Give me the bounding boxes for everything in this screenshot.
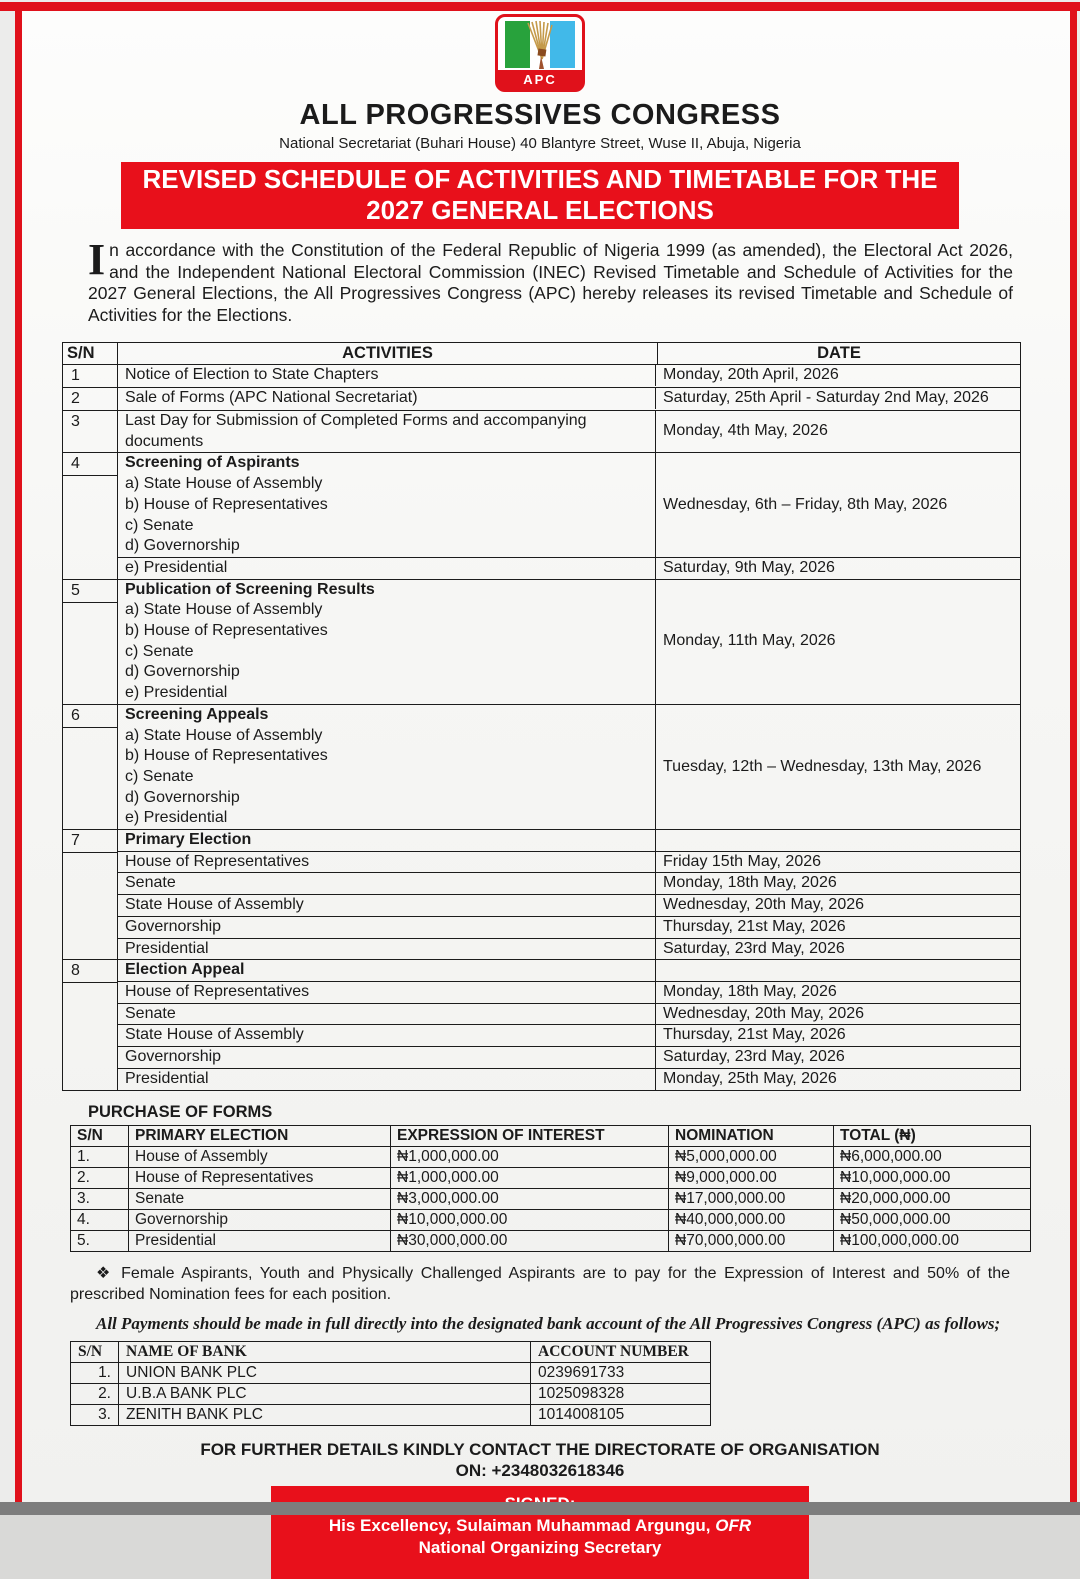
schedule-date-cell [656, 411, 1020, 452]
schedule-block [118, 388, 1020, 409]
purchase-cell: ₦30,000,000.00 [391, 1230, 669, 1251]
schedule-activity-item: Senate [125, 874, 176, 892]
schedule-header-activities: ACTIVITIES [118, 343, 658, 365]
schedule-activity-cell [118, 873, 656, 894]
bank-header-cell: NAME OF BANK [119, 1341, 531, 1362]
schedule-block [118, 411, 1020, 452]
schedule-date-cell [656, 917, 1020, 938]
schedule-date-cell [656, 830, 1020, 851]
schedule-table [62, 342, 1021, 1091]
schedule-activity-item: Notice of Election to State Chapters [125, 366, 379, 383]
schedule-date-text: Monday, 25th May, 2026 [663, 1069, 837, 1087]
schedule-date-text: Wednesday, 20th May, 2026 [663, 1004, 865, 1022]
schedule-group-cell [118, 960, 1021, 1090]
purchase-row [71, 1209, 1031, 1230]
schedule-block [118, 1024, 1020, 1046]
schedule-group-cell [118, 388, 1021, 411]
schedule-block [118, 894, 1020, 916]
purchase-header-cell: TOTAL (₦) [834, 1125, 1031, 1146]
bottom-gray-bar [0, 1502, 1080, 1515]
schedule-activity-cell [118, 939, 656, 960]
schedule-activity-item: Sale of Forms (APC National Secretariat) [125, 389, 418, 406]
purchase-header-cell: EXPRESSION OF INTEREST [391, 1125, 669, 1146]
schedule-activity-cell [118, 852, 656, 873]
bank-sn-cell: 2. [71, 1383, 119, 1404]
schedule-activity-cell [118, 960, 656, 981]
schedule-sn-cell [63, 453, 118, 579]
schedule-activity-cell [118, 917, 656, 938]
purchase-cell: House of Representatives [129, 1167, 391, 1188]
schedule-block [118, 938, 1020, 960]
bank-row [71, 1404, 711, 1425]
schedule-activity-title: Screening of Aspirants [125, 454, 300, 472]
schedule-block [118, 1003, 1020, 1025]
purchase-cell: 4. [71, 1209, 129, 1230]
schedule-date-text: Saturday, 23rd May, 2026 [663, 939, 845, 957]
schedule-sn-number: 4 [63, 453, 117, 476]
schedule-header-date: DATE [658, 343, 1021, 365]
purchase-cell: ₦5,000,000.00 [669, 1146, 834, 1167]
schedule-group-cell [118, 830, 1021, 960]
schedule-sn-cell [63, 579, 118, 704]
schedule-date-text: Thursday, 21st May, 2026 [663, 1026, 846, 1044]
schedule-date-text: Saturday, 9th May, 2026 [663, 558, 835, 576]
schedule-group-row [63, 579, 1021, 704]
apc-logo [495, 14, 585, 92]
diamond-bullet-icon: ❖ [96, 1264, 114, 1282]
purchase-of-forms-table [70, 1125, 1031, 1252]
purchase-cell: ₦9,000,000.00 [669, 1167, 834, 1188]
schedule-activity-title: Primary Election [125, 831, 252, 849]
schedule-date-cell [656, 705, 1020, 829]
schedule-activity-item: d) Governorship [125, 788, 240, 806]
signed-name-line: His Excellency, Sulaiman Muhammad Argungu, OFR [328, 1515, 752, 1535]
schedule-block [118, 580, 1020, 704]
schedule-activity-item: Presidential [125, 1069, 209, 1087]
schedule-date-cell [656, 939, 1020, 960]
purchase-header-cell: PRIMARY ELECTION [129, 1125, 391, 1146]
schedule-date-cell [656, 895, 1020, 916]
schedule-group-cell [118, 704, 1021, 829]
schedule-activity-item: e) Presidential [125, 558, 228, 576]
purchase-cell: ₦40,000,000.00 [669, 1209, 834, 1230]
signed-title: National Organizing Secretary [418, 1537, 662, 1557]
schedule-group-cell [118, 365, 1021, 388]
purchase-row [71, 1230, 1031, 1251]
intro-paragraph [88, 235, 1013, 326]
schedule-activity-cell [118, 982, 656, 1003]
schedule-activity-item: c) Senate [125, 767, 194, 785]
schedule-activity-item: Last Day for Submission of Completed Forms and accompanying documents [125, 412, 587, 450]
schedule-header-sn: S/N [63, 343, 118, 365]
schedule-activity-item: Presidential [125, 939, 209, 957]
contact-line2: ON: +2348032618346 [455, 1460, 625, 1480]
schedule-block [118, 365, 1020, 386]
schedule-activity-cell [118, 411, 656, 452]
schedule-sn-cell [63, 411, 118, 453]
bank-row [71, 1362, 711, 1383]
schedule-group-row [63, 365, 1021, 388]
schedule-date-cell [656, 365, 1020, 386]
schedule-block [118, 960, 1020, 981]
schedule-sn-number: 3 [71, 413, 80, 430]
schedule-activity-cell [118, 365, 656, 386]
schedule-sn-number: 1 [71, 367, 80, 384]
schedule-sn-number: 8 [63, 960, 117, 983]
banner-line1: REVISED SCHEDULE OF ACTIVITIES AND TIMETABLE FOR THE [142, 164, 938, 194]
schedule-group-cell [118, 411, 1021, 453]
schedule-activity-item: a) State House of Assembly [125, 726, 323, 744]
fees-note-text: Female Aspirants, Youth and Physically Challenged Aspirants are to pay for the Expression of Interest and 50% of the prescribed Nomination fees for each position. [70, 1264, 1010, 1303]
logo-apc-band: APC [498, 70, 582, 89]
schedule-date-cell [656, 1004, 1020, 1025]
schedule-sn-cell [63, 388, 118, 411]
purchase-cell: House of Assembly [129, 1146, 391, 1167]
schedule-sn-cell [63, 704, 118, 829]
schedule-block [118, 1068, 1020, 1090]
contact-block [0, 1439, 1080, 1481]
schedule-activity-item: d) Governorship [125, 537, 240, 555]
schedule-block [118, 557, 1020, 579]
bank-account-cell: 0239691733 [531, 1362, 711, 1383]
intro-text: n accordance with the Constitution of the Federal Republic of Nigeria 1999 (as amended), the Electoral Act 2026, and the Independent National Electoral Commission (INEC) Revised Timetable and Schedule of Activities for the 2027 General Elections, the All Progressives Congress (APC) hereby releases its revised Timetable and Schedule of Activities for the Elections. [88, 240, 1013, 325]
purchase-cell: 1. [71, 1146, 129, 1167]
purchase-row [71, 1188, 1031, 1209]
schedule-date-text: Tuesday, 12th – Wednesday, 13th May, 2026 [663, 757, 982, 775]
bank-name-cell: ZENITH BANK PLC [119, 1404, 531, 1425]
schedule-activity-cell [118, 705, 656, 829]
schedule-activity-title: Election Appeal [125, 961, 245, 979]
org-name: ALL PROGRESSIVES CONGRESS [299, 99, 781, 131]
schedule-activity-cell [118, 895, 656, 916]
purchase-cell: 2. [71, 1167, 129, 1188]
schedule-sn-number: 6 [63, 705, 117, 728]
bank-name-cell: U.B.A BANK PLC [119, 1383, 531, 1404]
schedule-date-text: Monday, 18th May, 2026 [663, 874, 837, 892]
purchase-row [71, 1167, 1031, 1188]
schedule-activity-item: House of Representatives [125, 852, 310, 870]
purchase-cell: ₦3,000,000.00 [391, 1188, 669, 1209]
schedule-date-text: Thursday, 21st May, 2026 [663, 917, 846, 935]
schedule-date-text: Saturday, 25th April - Saturday 2nd May, 2026 [663, 389, 989, 406]
schedule-sn-number: 2 [71, 390, 80, 407]
banner-line2: 2027 GENERAL ELECTIONS [366, 195, 714, 225]
schedule-sn-cell [63, 960, 118, 1090]
schedule-group-row [63, 411, 1021, 453]
bank-sn-cell: 3. [71, 1404, 119, 1425]
bank-row [71, 1383, 711, 1404]
title-banner [121, 162, 959, 229]
schedule-date-text: Monday, 11th May, 2026 [663, 632, 836, 650]
purchase-header-cell: NOMINATION [669, 1125, 834, 1146]
bank-sn-cell: 1. [71, 1362, 119, 1383]
schedule-activity-cell [118, 1004, 656, 1025]
schedule-header-row [63, 343, 1021, 365]
purchase-header-cell: S/N [71, 1125, 129, 1146]
schedule-block [118, 851, 1020, 873]
purchase-cell: ₦1,000,000.00 [391, 1167, 669, 1188]
bank-header-cell: S/N [71, 1341, 119, 1362]
schedule-activity-item: b) House of Representatives [125, 747, 328, 765]
schedule-date-cell [656, 558, 1020, 579]
schedule-date-text: Wednesday, 6th – Friday, 8th May, 2026 [663, 495, 948, 513]
schedule-group-row [63, 704, 1021, 829]
schedule-date-cell [656, 873, 1020, 894]
purchase-cell: ₦10,000,000.00 [391, 1209, 669, 1230]
schedule-activity-cell [118, 1047, 656, 1068]
purchase-cell: ₦17,000,000.00 [669, 1188, 834, 1209]
schedule-date-text: Friday 15th May, 2026 [663, 852, 822, 870]
bank-header-cell: ACCOUNT NUMBER [531, 1341, 711, 1362]
bank-name-cell: UNION BANK PLC [119, 1362, 531, 1383]
schedule-sn-number: 7 [63, 830, 117, 853]
schedule-block [118, 981, 1020, 1003]
schedule-date-cell [656, 1047, 1020, 1068]
schedule-activity-item: a) State House of Assembly [125, 475, 323, 493]
schedule-group-cell [118, 453, 1021, 579]
schedule-date-text: Monday, 4th May, 2026 [663, 422, 828, 440]
schedule-activity-item: a) State House of Assembly [125, 601, 323, 619]
schedule-activity-item: b) House of Representatives [125, 495, 328, 513]
signed-honorific: OFR [715, 1515, 752, 1535]
schedule-activity-cell [118, 558, 656, 579]
schedule-activity-cell [118, 580, 656, 704]
purchase-cell: Governorship [129, 1209, 391, 1230]
org-address: National Secretariat (Buhari House) 40 Blantyre Street, Wuse II, Abuja, Nigeria [279, 135, 801, 152]
schedule-date-text: Saturday, 23rd May, 2026 [663, 1048, 845, 1066]
schedule-date-cell [656, 1025, 1020, 1046]
schedule-activity-item: d) Governorship [125, 663, 240, 681]
purchase-cell: ₦100,000,000.00 [834, 1230, 1031, 1251]
schedule-activity-cell [118, 388, 656, 409]
bank-header-row [71, 1341, 711, 1362]
purchase-cell: ₦6,000,000.00 [834, 1146, 1031, 1167]
schedule-date-cell [656, 982, 1020, 1003]
schedule-date-cell [656, 453, 1020, 557]
schedule-activity-item: Governorship [125, 1048, 222, 1066]
purchase-cell: ₦70,000,000.00 [669, 1230, 834, 1251]
broom-icon [522, 19, 558, 71]
schedule-group-row [63, 960, 1021, 1090]
signed-banner [271, 1486, 809, 1579]
purchase-cell: ₦10,000,000.00 [834, 1167, 1031, 1188]
schedule-activity-item: State House of Assembly [125, 896, 304, 914]
purchase-cell: ₦20,000,000.00 [834, 1188, 1031, 1209]
schedule-activity-item: c) Senate [125, 516, 194, 534]
purchase-of-forms-title: PURCHASE OF FORMS [88, 1102, 273, 1121]
bank-account-cell: 1014008105 [531, 1404, 711, 1425]
schedule-date-text: Monday, 18th May, 2026 [663, 982, 837, 1000]
schedule-block [118, 453, 1020, 557]
schedule-date-cell [656, 388, 1020, 409]
bank-account-cell: 1025098328 [531, 1383, 711, 1404]
schedule-date-cell [656, 580, 1020, 704]
schedule-block [118, 830, 1020, 851]
schedule-sn-number: 5 [63, 580, 117, 603]
schedule-group-row [63, 388, 1021, 411]
schedule-activity-item: e) Presidential [125, 684, 228, 702]
schedule-activity-item: State House of Assembly [125, 1026, 304, 1044]
schedule-activity-item: e) Presidential [125, 809, 228, 827]
intro-dropcap: I [88, 235, 106, 284]
schedule-sn-cell [63, 830, 118, 960]
purchase-header-row [71, 1125, 1031, 1146]
schedule-activity-cell [118, 1069, 656, 1090]
schedule-date-cell [656, 852, 1020, 873]
bank-accounts-table [70, 1341, 711, 1426]
schedule-activity-item: b) House of Representatives [125, 622, 328, 640]
schedule-activity-title: Publication of Screening Results [125, 580, 375, 598]
purchase-row [71, 1146, 1031, 1167]
purchase-cell: Senate [129, 1188, 391, 1209]
schedule-activity-cell [118, 453, 656, 557]
schedule-block [118, 872, 1020, 894]
schedule-activity-item: Senate [125, 1004, 176, 1022]
schedule-activity-item: House of Representatives [125, 982, 310, 1000]
schedule-activity-cell [118, 830, 656, 851]
purchase-cell: ₦50,000,000.00 [834, 1209, 1031, 1230]
schedule-group-row [63, 830, 1021, 960]
purchase-cell: Presidential [129, 1230, 391, 1251]
contact-line1: FOR FURTHER DETAILS KINDLY CONTACT THE DIRECTORATE OF ORGANISATION [200, 1439, 880, 1459]
purchase-cell: ₦1,000,000.00 [391, 1146, 669, 1167]
schedule-block [118, 1046, 1020, 1068]
schedule-block [118, 916, 1020, 938]
schedule-activity-item: c) Senate [125, 642, 194, 660]
schedule-activity-title: Screening Appeals [125, 705, 269, 723]
schedule-date-cell [656, 960, 1020, 981]
schedule-block [118, 705, 1020, 829]
purchase-cell: 3. [71, 1188, 129, 1209]
schedule-group-row [63, 453, 1021, 579]
schedule-date-text: Monday, 20th April, 2026 [663, 366, 839, 383]
schedule-date-text: Wednesday, 20th May, 2026 [663, 896, 865, 914]
fees-note [70, 1263, 1010, 1305]
schedule-activity-item: Governorship [125, 917, 222, 935]
schedule-date-cell [656, 1069, 1020, 1090]
schedule-sn-cell [63, 365, 118, 388]
purchase-cell: 5. [71, 1230, 129, 1251]
payment-instruction: All Payments should be made in full directly into the designated bank account of the All Progressives Congress (APC) as follows; [96, 1313, 1001, 1333]
schedule-group-cell [118, 579, 1021, 704]
schedule-activity-cell [118, 1025, 656, 1046]
